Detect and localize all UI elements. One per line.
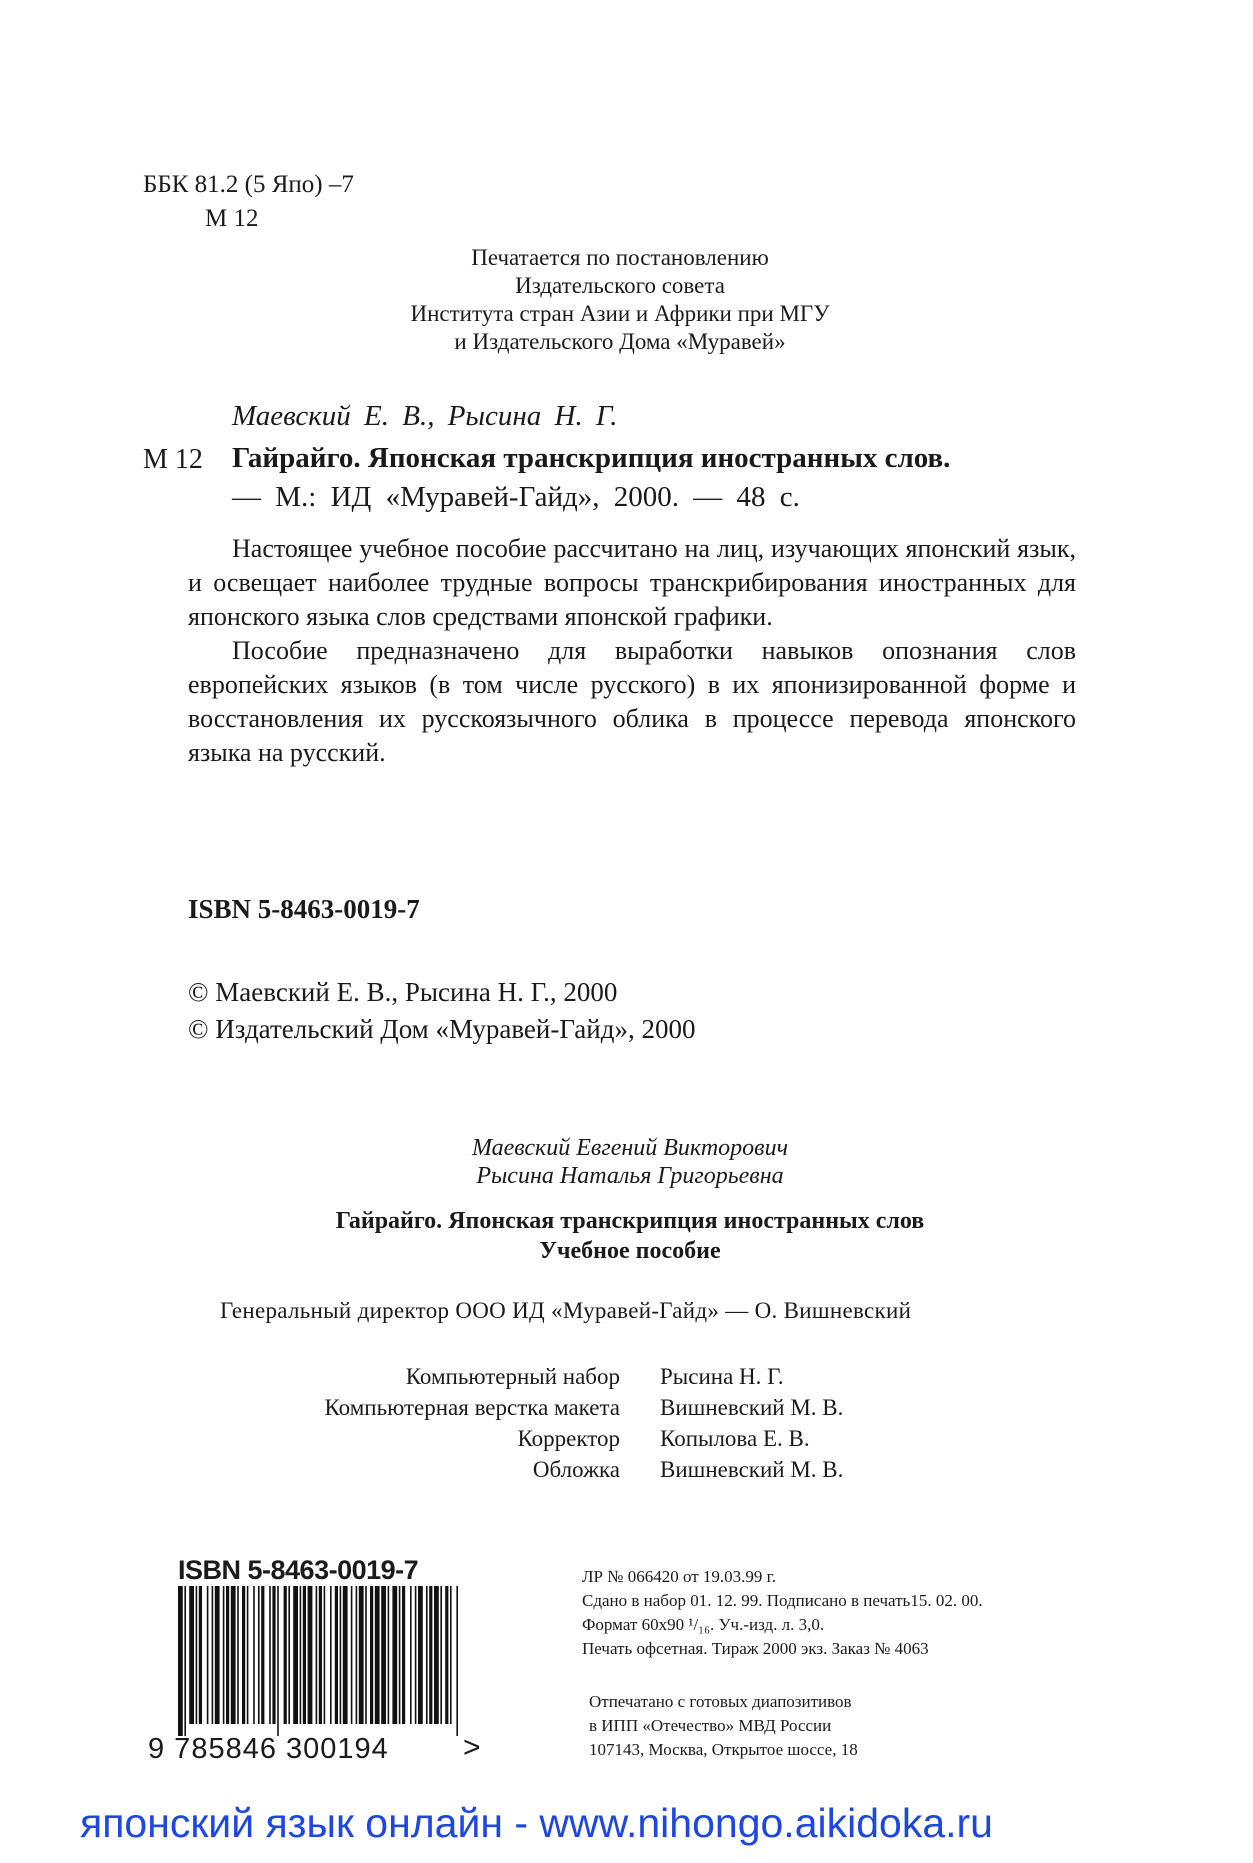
print-note-line: Института стран Азии и Африки при МГУ	[410, 301, 830, 326]
barcode-bar	[303, 1586, 306, 1724]
barcode-bar	[415, 1586, 417, 1724]
barcode-bar	[351, 1586, 353, 1724]
barcode-bar	[288, 1586, 290, 1724]
barcode-digits: 9 785846 300194	[148, 1733, 389, 1765]
barcode-bar	[258, 1586, 260, 1724]
barcode-bar	[370, 1586, 373, 1724]
barcode-bar	[450, 1586, 452, 1724]
bbk-code: ББК 81.2 (5 Япо) –7	[143, 171, 354, 198]
abstract	[188, 532, 1076, 770]
barcode-bar	[196, 1586, 198, 1724]
abstract-paragraph: Настоящее учебное пособие рассчитано на лиц, изучающих японский язык, и освещает наиболее трудные вопросы транскрибирования иностранных для японского языка слов средствами японской графики.	[188, 534, 1076, 631]
barcode-bar	[178, 1586, 183, 1736]
barcode-bar	[330, 1586, 332, 1724]
printer-line: 107143, Москва, Открытое шоссе, 18	[589, 1740, 858, 1759]
barcode-bar	[365, 1586, 367, 1724]
credits-row	[240, 1361, 843, 1392]
barcode-bar	[247, 1586, 249, 1724]
barcode-bar	[434, 1586, 439, 1724]
author-full-name: Рысина Наталья Григорьевна	[476, 1163, 784, 1189]
author-full-name: Маевский Евгений Викторович	[471, 1135, 789, 1161]
imprint-line: Формат 60x90 ¹/₁₆. Уч.-изд. л. 3,0.	[582, 1615, 825, 1634]
isbn-barcode	[148, 1555, 493, 1775]
barcode-bar	[418, 1586, 423, 1724]
catalog-publisher-line: — М.: ИД «Муравей-Гайд», 2000. — 48 с.	[232, 481, 800, 513]
barcode-bar	[231, 1586, 236, 1724]
bbk-block	[143, 168, 354, 236]
credit-role: Обложка	[532, 1457, 620, 1482]
printer-info	[589, 1690, 858, 1762]
authors-full-names	[380, 1134, 880, 1190]
credit-person: Вишневский М. В.	[660, 1457, 844, 1482]
credits-row	[240, 1392, 843, 1423]
barcode-bar	[237, 1586, 239, 1724]
imprint-line: Сдано в набор 01. 12. 99. Подписано в печать15. 02. 00.	[582, 1591, 983, 1610]
print-imprint	[582, 1565, 983, 1661]
copyright-line: © Издательский Дом «Муравей-Гайд», 2000	[188, 1014, 696, 1044]
barcode-bar	[284, 1586, 287, 1724]
abstract-paragraph: Пособие предназначено для выработки навыков опознания слов европейских языков (в том числе русского) в их японизированной форме и восстановления их русскоязычного облика в процессе перевода японского языка на русский.	[188, 636, 1076, 767]
barcode-bar	[340, 1586, 342, 1724]
barcode-bar	[399, 1586, 401, 1724]
barcode-bar	[388, 1586, 390, 1724]
barcode-bar	[242, 1586, 245, 1724]
printer-line: в ИПП «Отечество» МВД России	[589, 1716, 832, 1735]
barcode-bar	[359, 1586, 364, 1724]
copyright-block	[188, 974, 695, 1048]
printer-line: Отпечатано с готовых диапозитивов	[589, 1692, 852, 1711]
credits-row	[240, 1423, 843, 1454]
catalog-authors: Маевский Е. В., Рысина Н. Г.	[232, 400, 618, 432]
general-director: Генеральный директор ООО ИД «Муравей-Гайд» — О. Вишневский	[220, 1298, 912, 1323]
barcode-bar	[215, 1586, 220, 1724]
site-footer-link[interactable]: японский язык онлайн - www.nihongo.aikidoka.ru	[80, 1800, 993, 1846]
barcode-bar	[324, 1586, 326, 1724]
catalog-title: Гайрайго. Японская транскрипция иностранных слов.	[232, 442, 951, 474]
book-subtitle: Учебное пособие	[539, 1238, 721, 1264]
credit-role: Компьютерная верстка макета	[324, 1395, 620, 1420]
catalog-mark: М 12	[143, 444, 203, 475]
credits-row	[240, 1454, 843, 1485]
imprint-line: Печать офсетная. Тираж 2000 экз. Заказ № 4063	[582, 1639, 929, 1658]
barcode-bars	[176, 1586, 461, 1736]
barcode-isbn-text: ISBN 5-8463-0019-7	[178, 1555, 419, 1585]
print-authorization-note	[300, 244, 940, 356]
barcode-bar	[429, 1586, 432, 1724]
barcode-bar	[375, 1586, 380, 1724]
isbn: ISBN 5-8463-0019-7	[188, 894, 420, 924]
credit-role: Компьютерный набор	[405, 1364, 620, 1389]
barcode-bar	[212, 1586, 214, 1724]
barcode-bar	[426, 1586, 428, 1724]
credit-role: Корректор	[517, 1426, 620, 1451]
credit-person: Рысина Н. Г.	[660, 1364, 784, 1389]
print-note-line: Издательского совета	[515, 273, 725, 298]
barcode-bar	[392, 1586, 397, 1724]
copyright-line: © Маевский Е. В., Рысина Н. Г., 2000	[188, 977, 618, 1007]
barcode-bar	[410, 1586, 412, 1724]
barcode-bar	[223, 1586, 225, 1724]
barcode-bar	[269, 1586, 271, 1724]
print-note-line: и Издательского Дома «Муравей»	[454, 329, 786, 354]
barcode-bar	[456, 1586, 458, 1736]
barcode-bar	[445, 1586, 448, 1724]
barcode-bar	[277, 1586, 279, 1736]
barcode-bar	[207, 1586, 209, 1724]
imprint-line: ЛР № 066420 от 19.03.99 г.	[582, 1567, 776, 1586]
barcode-bar	[226, 1586, 229, 1724]
barcode-bar	[335, 1586, 338, 1724]
credits-table	[240, 1361, 843, 1485]
barcode-arrow: >	[463, 1731, 481, 1764]
barcode-bar	[261, 1586, 264, 1724]
barcode-bar	[189, 1586, 194, 1724]
barcode-bar	[381, 1586, 386, 1724]
barcode-bar	[199, 1586, 202, 1724]
barcode-bar	[272, 1586, 275, 1724]
barcode-bar	[316, 1586, 318, 1724]
credit-person: Копылова Е. В.	[660, 1426, 810, 1451]
bbk-mark: М 12	[205, 205, 259, 232]
credit-person: Вишневский М. В.	[660, 1395, 844, 1420]
barcode-bar	[308, 1586, 313, 1724]
barcode-bar	[253, 1586, 255, 1724]
book-title-block	[250, 1206, 1010, 1266]
print-note-line: Печатается по постановлению	[471, 245, 769, 270]
barcode-bar	[440, 1586, 442, 1724]
barcode-bar	[402, 1586, 405, 1724]
barcode-bar	[356, 1586, 358, 1724]
barcode-bar	[293, 1586, 298, 1724]
barcode-bar	[300, 1586, 302, 1724]
barcode-bar	[184, 1586, 186, 1736]
barcode-bar	[343, 1586, 348, 1724]
barcode-bar	[319, 1586, 322, 1724]
book-title: Гайрайго. Японская транскрипция иностранных слов	[335, 1208, 925, 1234]
